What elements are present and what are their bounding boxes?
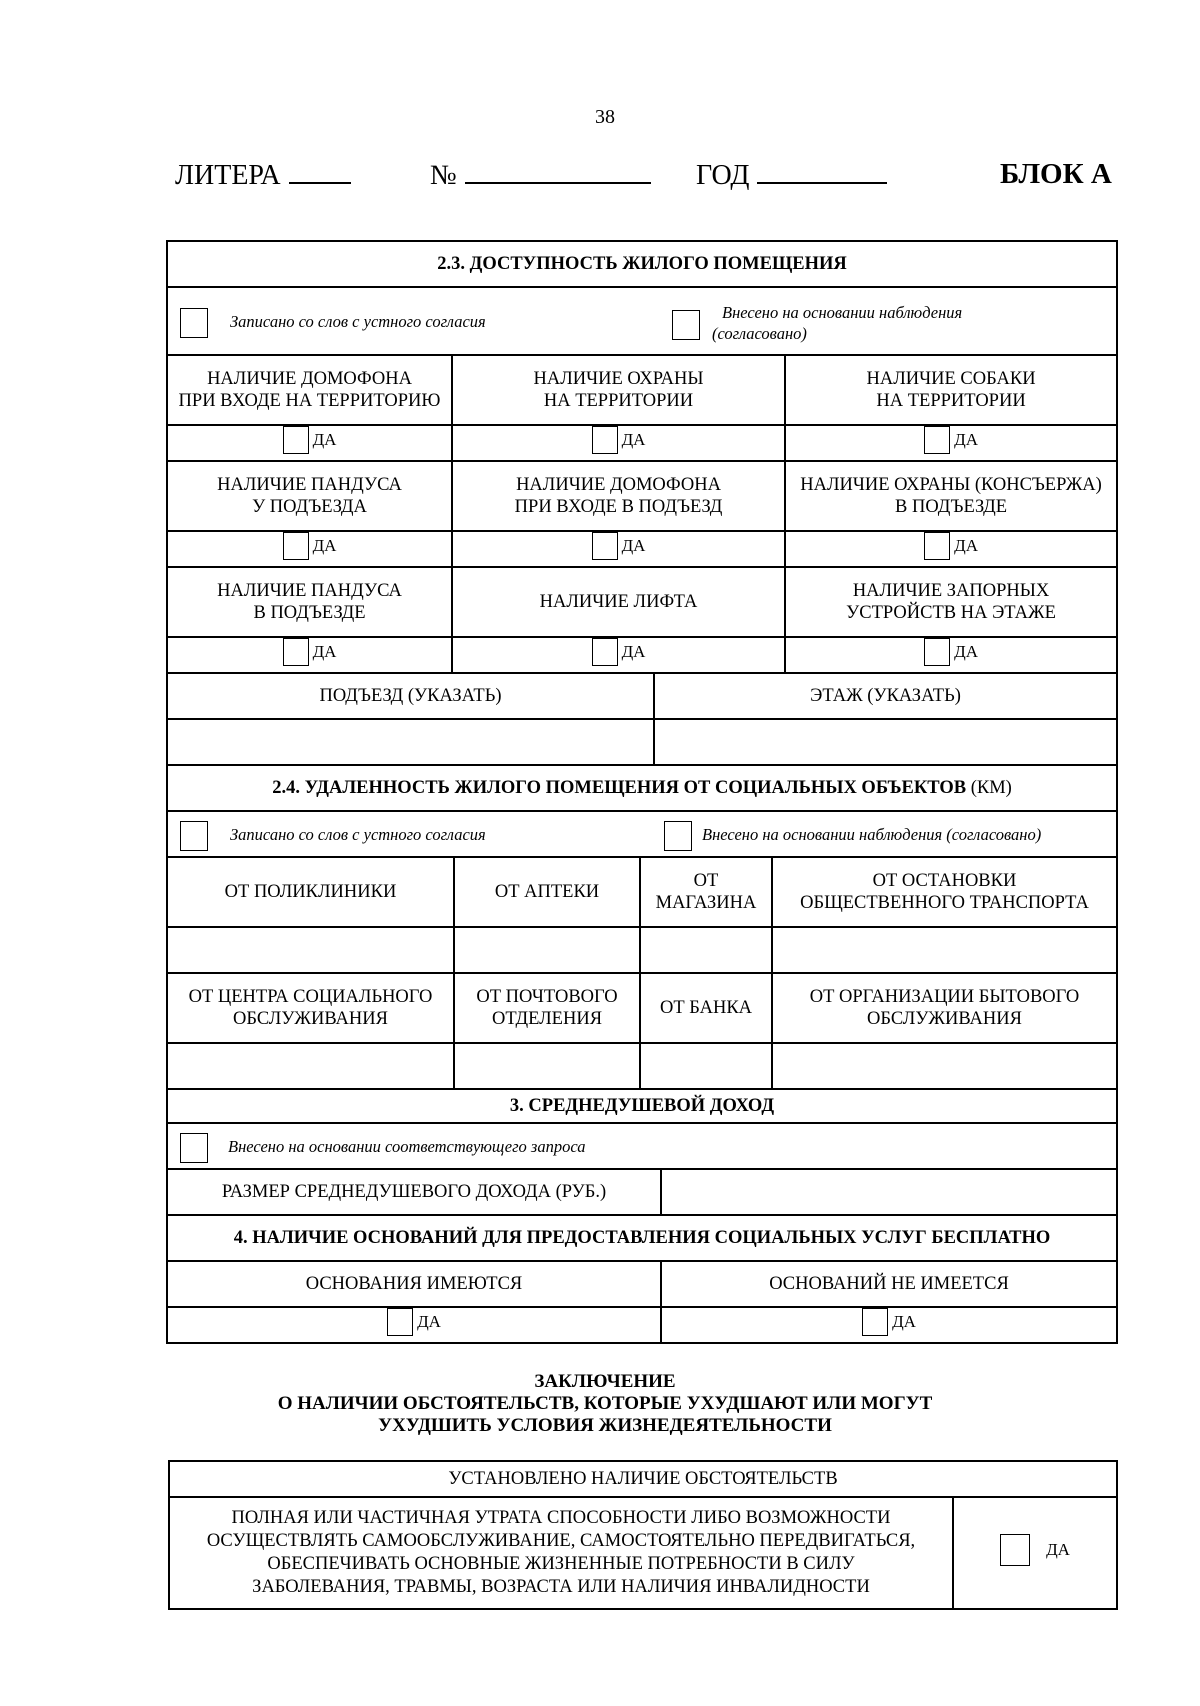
floor-input[interactable] [654, 719, 1117, 765]
dist-services-text: ОТ ОРГАНИЗАЦИИ БЫТОВОГО ОБСЛУЖИВАНИЯ [809, 987, 1080, 1029]
income-request-label: Внесено на основании соответствующего запроса [228, 1137, 586, 1156]
block-label: БЛОК А [1000, 158, 1112, 190]
dist-transport-input[interactable] [772, 927, 1117, 973]
yes-label: ДА [621, 536, 646, 555]
concierge-checkbox[interactable] [924, 532, 950, 560]
recorded-consent-label-2: Записано со слов с устного согласия [230, 825, 486, 844]
intercom-territory-text: НАЛИЧИЕ ДОМОФОНА ПРИ ВХОДЕ НА ТЕРРИТОРИЮ [178, 369, 441, 411]
elevator-yes-cell [452, 637, 785, 673]
dist-shop-text: ОТ МАГАЗИНА [655, 871, 757, 913]
number-field [430, 158, 651, 192]
observed-label [712, 302, 962, 344]
floor-label: ЭТАЖ (УКАЗАТЬ) [654, 673, 1117, 719]
yes-label: ДА [1046, 1540, 1070, 1559]
dist-social-center-input[interactable] [167, 1043, 454, 1089]
elevator-text: НАЛИЧИЕ ЛИФТА [539, 592, 698, 612]
page-number: 38 [595, 106, 615, 128]
guard-territory-yes-cell [452, 425, 785, 461]
year-line[interactable] [757, 158, 887, 184]
concierge-yes-cell [785, 531, 1117, 567]
year-field [696, 158, 887, 192]
dist-services-label [772, 973, 1117, 1043]
circumstance-checkbox[interactable] [1000, 1534, 1030, 1566]
observed-checkbox[interactable] [672, 310, 700, 340]
number-label: № [430, 160, 457, 191]
dist-transport-text: ОТ ОСТАНОВКИ ОБЩЕСТВЕННОГО ТРАНСПОРТА [800, 871, 1089, 913]
grounds-absent-checkbox[interactable] [862, 1308, 888, 1336]
conclusion-table [168, 1460, 1118, 1610]
dist-pharmacy-text: ОТ АПТЕКИ [494, 882, 600, 902]
section-4-title: 4. НАЛИЧИЕ ОСНОВАНИЙ ДЛЯ ПРЕДОСТАВЛЕНИЯ СОЦИАЛЬНЫХ УСЛУГ БЕСПЛАТНО [167, 1215, 1117, 1261]
conclusion-subtitle-1: О НАЛИЧИИ ОБСТОЯТЕЛЬСТВ, КОТОРЫЕ УХУДШАЮТ ИЛИ МОГУТ [277, 1393, 933, 1414]
yes-label: ДА [954, 536, 978, 555]
yes-label: ДА [417, 1312, 441, 1331]
dog-territory-checkbox[interactable] [924, 426, 950, 454]
intercom-entrance-label [452, 461, 785, 531]
dist-post-text: ОТ ПОЧТОВОГО ОТДЕЛЕНИЯ [476, 987, 618, 1029]
number-line[interactable] [465, 158, 651, 184]
form-table [166, 240, 1118, 858]
grounds-exist-label: ОСНОВАНИЯ ИМЕЮТСЯ [167, 1261, 661, 1307]
section-2-3-source-row [167, 287, 1117, 355]
floor-locks-label [785, 567, 1117, 637]
dist-social-center-label [167, 973, 454, 1043]
yes-label: ДА [954, 642, 978, 661]
income-request-checkbox[interactable] [180, 1133, 208, 1163]
elevator-checkbox[interactable] [592, 638, 618, 666]
circumstance-text: ПОЛНАЯ ИЛИ ЧАСТИЧНАЯ УТРАТА СПОСОБНОСТИ ЛИБО ВОЗМОЖНОСТИ ОСУЩЕСТВЛЯТЬ САМООБСЛУЖИВАНИЕ, САМОСТОЯТЕЛЬНО ПЕРЕДВИГАТЬСЯ, ОБЕСПЕЧИВАТЬ ОСНОВНЫЕ ЖИЗНЕННЫЕ ПОТРЕБНОСТИ В СИЛУ ЗАБОЛЕВАНИЯ, ТРАВМЫ, ВОЗРАСТА ИЛИ НАЛИЧИЯ ИНВАЛИДНОСТИ [206, 1508, 916, 1597]
distances-table [166, 856, 1118, 1090]
income-grounds-table [166, 1088, 1118, 1344]
elevator-label [452, 567, 785, 637]
dist-post-input[interactable] [454, 1043, 640, 1089]
dog-territory-yes-cell [785, 425, 1117, 461]
dist-social-center-text: ОТ ЦЕНТРА СОЦИАЛЬНОГО ОБСЛУЖИВАНИЯ [188, 987, 433, 1029]
yes-label: ДА [312, 430, 337, 449]
dist-bank-input[interactable] [640, 1043, 772, 1089]
dist-post-label [454, 973, 640, 1043]
entrance-input[interactable] [167, 719, 654, 765]
yes-label: ДА [621, 430, 646, 449]
yes-label: ДА [954, 430, 978, 449]
conclusion-subtitle-2: УХУДШИТЬ УСЛОВИЯ ЖИЗНЕДЕЯТЕЛЬНОСТИ [378, 1415, 832, 1436]
litera-line[interactable] [289, 158, 351, 184]
floor-locks-yes-cell [785, 637, 1117, 673]
recorded-consent-checkbox[interactable] [180, 308, 208, 338]
dist-shop-label [640, 857, 772, 927]
established-label: УСТАНОВЛЕНО НАЛИЧИЕ ОБСТОЯТЕЛЬСТВ [169, 1461, 1117, 1497]
observed-checkbox-2[interactable] [664, 821, 692, 851]
dist-bank-text: ОТ БАНКА [659, 998, 753, 1018]
litera-field [175, 158, 351, 192]
dist-clinic-label [167, 857, 454, 927]
dist-transport-label [772, 857, 1117, 927]
recorded-consent-checkbox-2[interactable] [180, 821, 208, 851]
year-label: ГОД [696, 160, 750, 191]
section-2-3-title: 2.3. ДОСТУПНОСТЬ ЖИЛОГО ПОМЕЩЕНИЯ [167, 241, 1117, 287]
guard-territory-checkbox[interactable] [592, 426, 618, 454]
yes-label: ДА [621, 642, 646, 661]
intercom-entrance-text: НАЛИЧИЕ ДОМОФОНА ПРИ ВХОДЕ В ПОДЪЕЗД [514, 475, 723, 517]
guard-territory-label [452, 355, 785, 425]
ramp-entrance-text: НАЛИЧИЕ ПАНДУСА У ПОДЪЕЗДА [217, 475, 402, 517]
dog-territory-text: НАЛИЧИЕ СОБАКИ НА ТЕРРИТОРИИ [866, 369, 1036, 411]
dist-bank-label [640, 973, 772, 1043]
income-size-label: РАЗМЕР СРЕДНЕДУШЕВОГО ДОХОДА (РУБ.) [167, 1169, 661, 1215]
litera-label: ЛИТЕРА [175, 160, 281, 191]
grounds-absent-yes-cell [661, 1307, 1117, 1343]
conclusion-title: ЗАКЛЮЧЕНИЕ [534, 1371, 676, 1392]
ramp-inside-yes-cell [167, 637, 452, 673]
intercom-entrance-yes-cell [452, 531, 785, 567]
intercom-entrance-checkbox[interactable] [592, 532, 618, 560]
floor-locks-text: НАЛИЧИЕ ЗАПОРНЫХ УСТРОЙСТВ НА ЭТАЖЕ [846, 581, 1056, 623]
intercom-territory-label [167, 355, 452, 425]
circumstance-text-cell [169, 1497, 953, 1609]
observed-label-line2: (согласовано) [712, 324, 807, 343]
dog-territory-label [785, 355, 1117, 425]
floor-locks-checkbox[interactable] [924, 638, 950, 666]
yes-label: ДА [312, 536, 337, 555]
dist-pharmacy-label [454, 857, 640, 927]
dist-shop-input[interactable] [640, 927, 772, 973]
dist-clinic-text: ОТ ПОЛИКЛИНИКИ [224, 882, 397, 902]
ramp-entrance-yes-cell [167, 531, 452, 567]
intercom-territory-checkbox[interactable] [283, 426, 309, 454]
dist-clinic-input[interactable] [167, 927, 454, 973]
section-3-title: 3. СРЕДНЕДУШЕВОЙ ДОХОД [167, 1089, 1117, 1123]
observed-label-line1: Внесено на основании наблюдения [722, 303, 963, 322]
section-2-4-title-text: 2.4. УДАЛЕННОСТЬ ЖИЛОГО ПОМЕЩЕНИЯ ОТ СОЦИАЛЬНЫХ ОБЪЕКТОВ [272, 778, 967, 798]
section-3-source-row [167, 1123, 1117, 1169]
yes-label: ДА [892, 1312, 916, 1331]
dist-pharmacy-input[interactable] [454, 927, 640, 973]
recorded-consent-label: Записано со слов с устного согласия [230, 312, 486, 331]
intercom-territory-yes-cell [167, 425, 452, 461]
entrance-label: ПОДЪЕЗД (УКАЗАТЬ) [167, 673, 654, 719]
guard-territory-text: НАЛИЧИЕ ОХРАНЫ НА ТЕРРИТОРИИ [533, 369, 704, 411]
section-2-4-unit: (КМ) [966, 778, 1012, 798]
yes-label: ДА [312, 642, 337, 661]
grounds-absent-label: ОСНОВАНИЙ НЕ ИМЕЕТСЯ [661, 1261, 1117, 1307]
ramp-entrance-checkbox[interactable] [283, 532, 309, 560]
ramp-inside-text: НАЛИЧИЕ ПАНДУСА В ПОДЪЕЗДЕ [217, 581, 402, 623]
ramp-inside-checkbox[interactable] [283, 638, 309, 666]
income-size-input[interactable] [661, 1169, 1117, 1215]
section-2-4-title [167, 765, 1117, 811]
grounds-exist-checkbox[interactable] [387, 1308, 413, 1336]
observed-label-2: Внесено на основании наблюдения (согласовано) [702, 825, 1042, 844]
concierge-label [785, 461, 1117, 531]
grounds-exist-yes-cell [167, 1307, 661, 1343]
ramp-inside-label [167, 567, 452, 637]
conclusion-heading [0, 1371, 1200, 1437]
concierge-text: НАЛИЧИЕ ОХРАНЫ (КОНСЪЕРЖА) В ПОДЪЕЗДЕ [800, 475, 1102, 517]
dist-services-input[interactable] [772, 1043, 1117, 1089]
ramp-entrance-label [167, 461, 452, 531]
circumstance-yes-cell [953, 1497, 1117, 1609]
section-2-4-source-row [167, 811, 1117, 857]
